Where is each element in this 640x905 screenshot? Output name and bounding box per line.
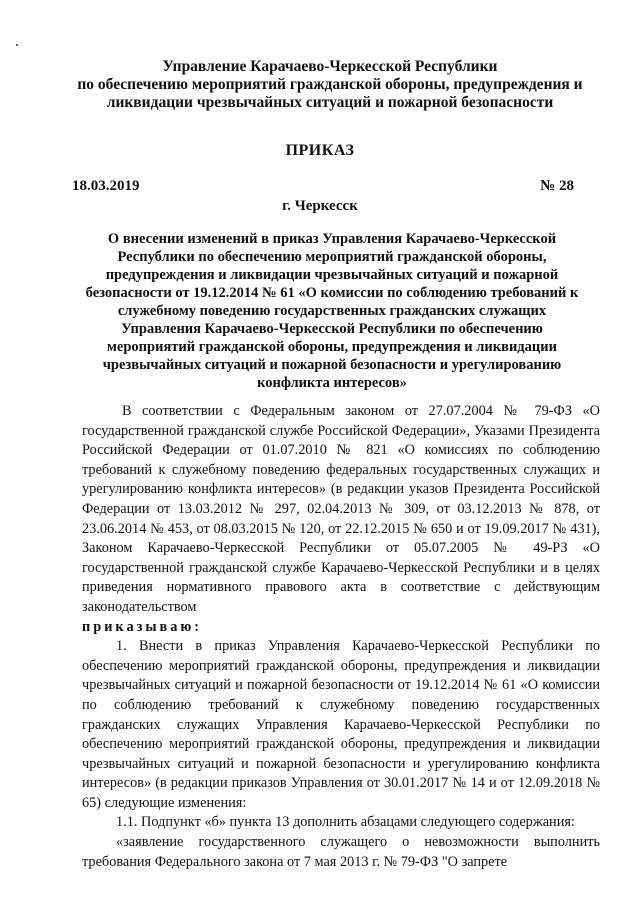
subject-line: конфликта интересов» xyxy=(257,375,407,391)
document-title: ПРИКАЗ xyxy=(285,142,355,159)
subject-line: чрезвычайных ситуаций и пожарной безопасности и урегулированию xyxy=(102,357,562,373)
order-body xyxy=(82,402,600,872)
subject-line: служебному поведению государственных гражданских служащих xyxy=(117,303,547,319)
order-city: г. Черкесск xyxy=(282,198,358,214)
organization-header xyxy=(60,58,600,112)
order-word: приказываю: xyxy=(82,618,203,635)
subject-line: безопасности от 19.12.2014 № 61 «О комиссии по соблюдению требований к xyxy=(85,285,579,301)
subject-line: предупреждения и ликвидации чрезвычайных ситуаций и пожарной xyxy=(105,267,559,283)
scan-speck xyxy=(16,44,18,46)
org-line-3: ликвидации чрезвычайных ситуаций и пожарной безопасности xyxy=(106,94,554,111)
order-number: № 28 xyxy=(540,178,574,194)
quote-paragraph: «заявление государственного служащего о невозможности выполнить требования Федерального закона от 7 мая 2013 г. № 79-ФЗ "О запрете xyxy=(82,834,600,870)
order-date: 18.03.2019 xyxy=(72,178,140,194)
item-1-paragraph: 1. Внести в приказ Управления Карачаево-Черкесской Республики по обеспечению мероприятий гражданской обороны, предупреждения и ликвидации чрезвычайных ситуаций и пожарной безопасности от 19.12.2014 № 61 «О комиссии по соблюдению требований к служебному поведению государственных гражданских служащих Управления Карачаево-Черкесской Республики по обеспечению мероприятий гражданской обороны, предупреждения и ликвидации чрезвычайных ситуаций и пожарной безопасности и урегулированию конфликта интересов» (в редакции приказов Управления от 30.01.2017 № 14 и от 12.09.2018 № 65) следующие изменения: xyxy=(82,638,600,811)
order-subject xyxy=(72,230,592,392)
subject-line: мероприятий гражданской обороны, предупреждения и ликвидации xyxy=(107,339,557,355)
subject-line: Республики по обеспечению мероприятий гражданской обороны, xyxy=(117,249,547,265)
preamble-paragraph: В соответствии с Федеральным законом от 27.07.2004 № 79-ФЗ «О государственной гражданской службе Российской Федерации», Указами Президента Российской Федерации от 01.07.2010 № 821 «О комиссиях по соблюдению требований к служебному поведению федеральных государственных служащих и урегулированию конфликта интересов» (в редакции указов Президента Российской Федерации от 13.03.2012 № 297, 02.04.2013 № 309, от 03.12.2013 № 878, от 23.06.2014 № 453, от 08.03.2015 № 120, от 22.12.2015 № 650 и от 19.09.2017 № 431), Законом Карачаево-Черкесской Республики от 05.07.2005 № 49-РЗ «О государственной гражданской службе Карачаево-Черкесской Республики и в целях приведения нормативного правового акта в соответствие с действующим законодательством xyxy=(82,403,600,615)
org-line-2: по обеспечению мероприятий гражданской обороны, предупреждения и xyxy=(77,76,583,93)
org-line-1: Управление Карачаево-Черкесской Республики xyxy=(162,58,498,75)
item-1-1-paragraph: 1.1. Подпункт «б» пункта 13 дополнить абзацами следующего содержания: xyxy=(116,814,575,831)
subject-line: Управления Карачаево-Черкесской Республики по обеспечению xyxy=(121,321,543,337)
subject-line: О внесении изменений в приказ Управления Карачаево-Черкесской xyxy=(107,231,557,247)
